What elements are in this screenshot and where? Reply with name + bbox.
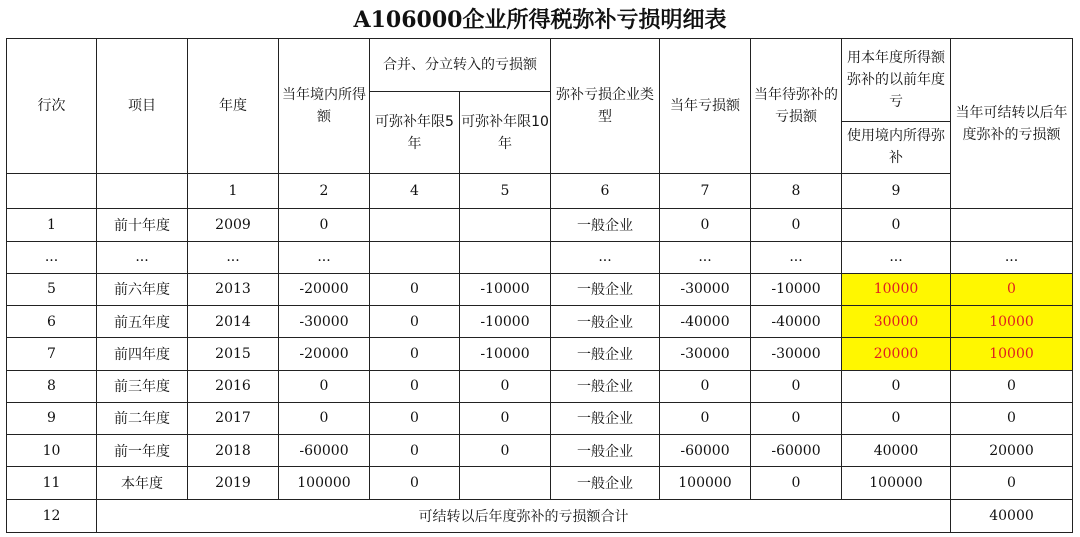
- header-year: 年度: [188, 39, 279, 174]
- header-enterprise-type: 弥补亏损企业类型: [551, 39, 660, 174]
- header-offset-domestic: 使用境内所得弥补: [842, 121, 951, 173]
- cell-pending: -40000: [751, 306, 842, 338]
- cell-type: 一般企业: [551, 467, 660, 499]
- header-pending: 当年待弥补的亏损额: [751, 39, 842, 174]
- cell-type: 一般企业: [551, 402, 660, 434]
- cell-loss: 0: [660, 209, 751, 241]
- cell-income: ...: [279, 241, 370, 273]
- total-carry-label: 可结转以后年度弥补的亏损额合计: [97, 499, 951, 532]
- cell-carry: 0: [951, 370, 1073, 402]
- cell-year: 2017: [188, 402, 279, 434]
- cell-pending: -10000: [751, 273, 842, 305]
- cell-item: 前二年度: [97, 402, 188, 434]
- total-carry-value: 40000: [951, 499, 1073, 532]
- col-number: 7: [660, 174, 751, 209]
- cell-merge-10: [460, 241, 551, 273]
- cell-income: 100000: [279, 467, 370, 499]
- cell-merge-5: 0: [370, 338, 460, 370]
- cell-merge-5: 0: [370, 306, 460, 338]
- blank-cell: [97, 174, 188, 209]
- cell-type: ...: [551, 241, 660, 273]
- cell-merge-10: -10000: [460, 338, 551, 370]
- loss-offset-table: [6, 38, 1073, 533]
- cell-row-no: 9: [7, 402, 97, 434]
- cell-row-no: 11: [7, 467, 97, 499]
- cell-pending: 0: [751, 370, 842, 402]
- cell-offset-highlighted: 20000: [842, 338, 951, 370]
- cell-income: -20000: [279, 273, 370, 305]
- cell-carry: 0: [951, 467, 1073, 499]
- cell-offset-highlighted: 10000: [842, 273, 951, 305]
- cell-row-no: 6: [7, 306, 97, 338]
- cell-row-no: 5: [7, 273, 97, 305]
- cell-merge-10: 0: [460, 402, 551, 434]
- col-number: 9: [842, 174, 951, 209]
- header-offset-group: 用本年度所得额弥补的以前年度亏: [842, 39, 951, 122]
- cell-row-no: ...: [7, 241, 97, 273]
- cell-item: 本年度: [97, 467, 188, 499]
- cell-pending: -30000: [751, 338, 842, 370]
- cell-loss: -40000: [660, 306, 751, 338]
- table-title: A106000企业所得税弥补亏损明细表: [353, 7, 727, 33]
- cell-row-no: 1: [7, 209, 97, 241]
- header-merge-5: 可弥补年限5年: [370, 92, 460, 174]
- cell-merge-10: 0: [460, 435, 551, 467]
- cell-carry: [951, 209, 1073, 241]
- cell-loss: -30000: [660, 338, 751, 370]
- cell-item: 前十年度: [97, 209, 188, 241]
- cell-row-no: 10: [7, 435, 97, 467]
- cell-type: 一般企业: [551, 370, 660, 402]
- cell-type: 一般企业: [551, 435, 660, 467]
- cell-item: 前六年度: [97, 273, 188, 305]
- cell-offset: 0: [842, 370, 951, 402]
- header-loss: 当年亏损额: [660, 39, 751, 174]
- cell-offset: 40000: [842, 435, 951, 467]
- cell-offset: 0: [842, 402, 951, 434]
- cell-type: 一般企业: [551, 273, 660, 305]
- cell-row-no: 8: [7, 370, 97, 402]
- header-item: 项目: [97, 39, 188, 174]
- header-merge-group: 合并、分立转入的亏损额: [370, 39, 551, 92]
- cell-loss: 0: [660, 402, 751, 434]
- cell-pending: ...: [751, 241, 842, 273]
- cell-year: 2015: [188, 338, 279, 370]
- cell-offset: 0: [842, 209, 951, 241]
- cell-offset: ...: [842, 241, 951, 273]
- col-number: 5: [460, 174, 551, 209]
- cell-pending: 0: [751, 467, 842, 499]
- cell-merge-5: 0: [370, 402, 460, 434]
- cell-carry-highlighted: 10000: [951, 338, 1073, 370]
- cell-pending: -60000: [751, 435, 842, 467]
- cell-carry-highlighted: 0: [951, 273, 1073, 305]
- cell-type: 一般企业: [551, 209, 660, 241]
- cell-carry: ...: [951, 241, 1073, 273]
- cell-merge-10: -10000: [460, 273, 551, 305]
- table-row: [7, 467, 1073, 499]
- cell-carry: 20000: [951, 435, 1073, 467]
- col-number: 4: [370, 174, 460, 209]
- cell-offset: 100000: [842, 467, 951, 499]
- table-row: [7, 273, 1073, 305]
- cell-year: 2009: [188, 209, 279, 241]
- col-number: 8: [751, 174, 842, 209]
- cell-row-no: 12: [7, 499, 97, 532]
- cell-pending: 0: [751, 209, 842, 241]
- col-number: 6: [551, 174, 660, 209]
- cell-item: 前三年度: [97, 370, 188, 402]
- table-row: [7, 370, 1073, 402]
- cell-item: 前四年度: [97, 338, 188, 370]
- table-row: [7, 241, 1073, 273]
- cell-year: 2016: [188, 370, 279, 402]
- cell-merge-5: [370, 209, 460, 241]
- cell-type: 一般企业: [551, 338, 660, 370]
- cell-merge-10: -10000: [460, 306, 551, 338]
- cell-income: -60000: [279, 435, 370, 467]
- cell-item: 前五年度: [97, 306, 188, 338]
- cell-merge-10: [460, 209, 551, 241]
- cell-row-no: 7: [7, 338, 97, 370]
- header-carry: 当年可结转以后年度弥补的亏损额: [951, 39, 1073, 209]
- cell-year: 2014: [188, 306, 279, 338]
- cell-loss: -60000: [660, 435, 751, 467]
- col-number: 2: [279, 174, 370, 209]
- cell-income: 0: [279, 402, 370, 434]
- table-row: [7, 338, 1073, 370]
- cell-year: ...: [188, 241, 279, 273]
- cell-loss: 0: [660, 370, 751, 402]
- cell-year: 2013: [188, 273, 279, 305]
- table-row: [7, 402, 1073, 434]
- cell-loss: -30000: [660, 273, 751, 305]
- cell-merge-5: 0: [370, 370, 460, 402]
- cell-income: 0: [279, 209, 370, 241]
- cell-pending: 0: [751, 402, 842, 434]
- cell-income: -30000: [279, 306, 370, 338]
- table-row: [7, 209, 1073, 241]
- col-number: 1: [188, 174, 279, 209]
- cell-year: 2018: [188, 435, 279, 467]
- cell-carry: 0: [951, 402, 1073, 434]
- cell-merge-5: [370, 241, 460, 273]
- header-merge-10: 可弥补年限10年: [460, 92, 551, 174]
- header-income: 当年境内所得额: [279, 39, 370, 174]
- header-row-no: 行次: [7, 39, 97, 174]
- cell-merge-10: [460, 467, 551, 499]
- cell-offset-highlighted: 30000: [842, 306, 951, 338]
- cell-item: ...: [97, 241, 188, 273]
- cell-income: -20000: [279, 338, 370, 370]
- cell-type: 一般企业: [551, 306, 660, 338]
- cell-loss: 100000: [660, 467, 751, 499]
- cell-carry-highlighted: 10000: [951, 306, 1073, 338]
- cell-merge-5: 0: [370, 467, 460, 499]
- cell-item: 前一年度: [97, 435, 188, 467]
- cell-year: 2019: [188, 467, 279, 499]
- table-row: [7, 435, 1073, 467]
- cell-income: 0: [279, 370, 370, 402]
- table-footer-row: [7, 499, 1073, 532]
- cell-merge-10: 0: [460, 370, 551, 402]
- cell-merge-5: 0: [370, 435, 460, 467]
- table-row: [7, 306, 1073, 338]
- cell-merge-5: 0: [370, 273, 460, 305]
- blank-cell: [7, 174, 97, 209]
- cell-loss: ...: [660, 241, 751, 273]
